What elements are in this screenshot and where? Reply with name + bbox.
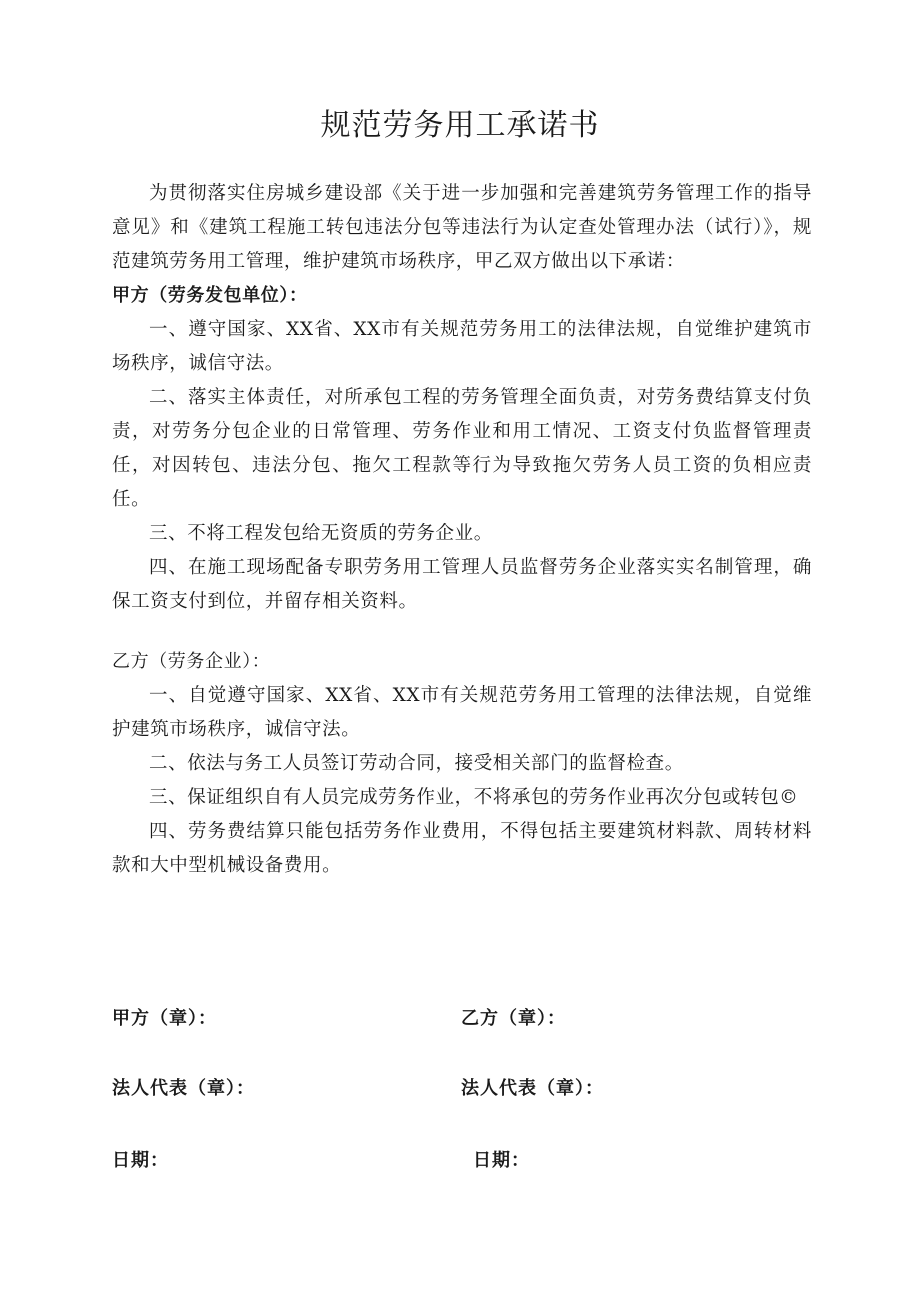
party-a-item-3: 三、不将工程发包给无资质的劳务企业。 (149, 523, 493, 544)
document-title: 规范劳务用工承诺书 (320, 108, 600, 143)
party-a-heading: 甲方（劳务发包单位）： (112, 285, 308, 306)
party-b-rep-label: 法人代表（章）： (461, 1078, 604, 1099)
party-a-rep-label: 法人代表（章）： (112, 1078, 255, 1099)
party-b-item-2: 二、依法与务工人员签订劳动合同，接受相关部门的监督检查。 (149, 753, 684, 774)
intro-paragraph: 为贯彻落实住房城乡建设部《关于进一步加强和完善建筑劳务管理工作的指导意见》和《建筑工程施工转包违法分包等违法行为认定查处管理办法（试行）》，规范建筑劳务用工管理，维护建筑市场秩序，甲乙双方做出以下承诺： (112, 183, 812, 272)
party-a-seal-label: 甲方（章）： (112, 1008, 217, 1029)
party-b-date-label: 日期： (473, 1150, 530, 1171)
party-b-heading: 乙方（劳务企业）： (112, 651, 271, 672)
party-b-seal-label: 乙方（章）： (461, 1008, 566, 1029)
party-b-item-3: 三、保证组织自有人员完成劳务作业，不将承包的劳务作业再次分包或转包© (149, 787, 799, 808)
document-body (112, 177, 812, 883)
party-a-item-4: 四、在施工现场配备专职劳务用工管理人员监督劳务企业落实实名制管理，确保工资支付到位，并留存相关资料。 (112, 557, 812, 612)
party-b-item-1: 一、自觉遵守国家、XX省、XX市有关规范劳务用工管理的法律法规，自觉维护建筑市场秩序，诚信守法。 (112, 685, 812, 740)
section-gap (112, 619, 812, 645)
party-a-item-2: 二、落实主体责任，对所承包工程的劳务管理全面负责，对劳务费结算支付负责，对劳务分包企业的日常管理、劳务作业和用工情况、工资支付负监督管理责任，对因转包、违法分包、拖欠工程款等行为导致拖欠劳务人员工资的负相应责任。 (112, 387, 812, 510)
party-a-item-1: 一、遵守国家、XX省、XX市有关规范劳务用工的法律法规，自觉维护建筑市场秩序，诚信守法。 (112, 319, 812, 374)
party-a-date-label: 日期： (112, 1150, 169, 1171)
party-b-item-4: 四、劳务费结算只能包括劳务作业费用，不得包括主要建筑材料款、周转材料款和大中型机械设备费用。 (112, 821, 812, 876)
